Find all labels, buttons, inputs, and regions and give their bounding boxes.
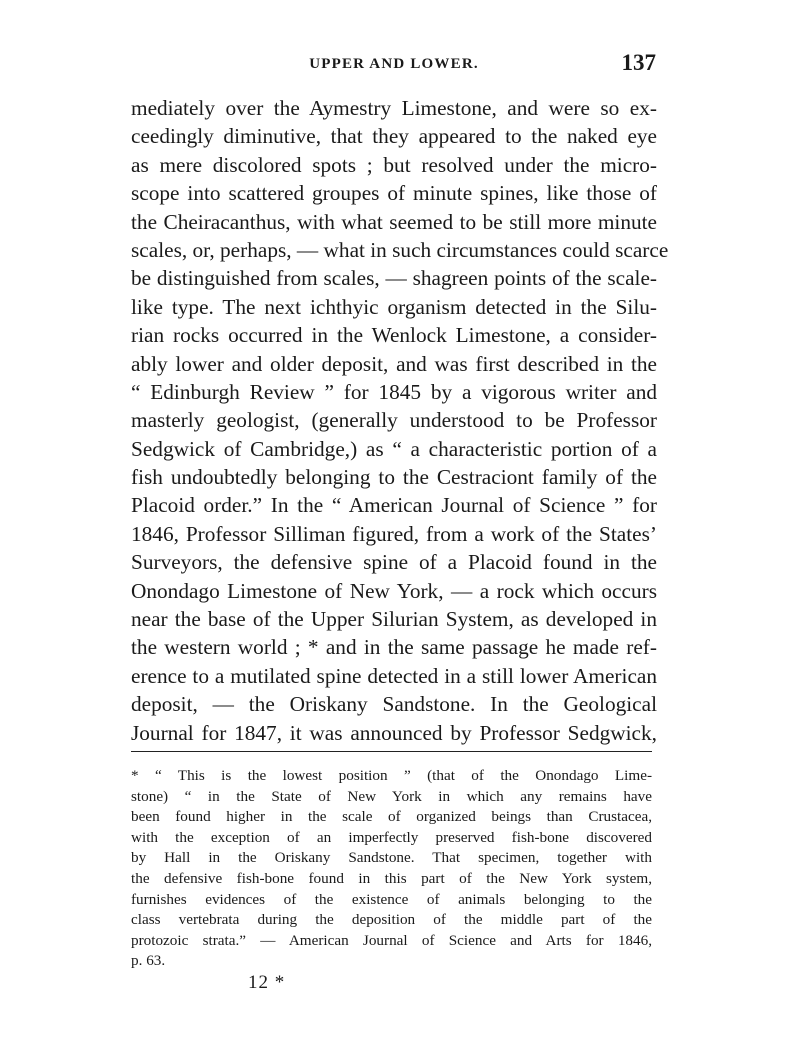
body-line: deposit, — the Oriskany Sandstone. In the Geological: [131, 692, 657, 717]
body-line: Onondago Limestone of New York, — a rock which occurs: [131, 578, 657, 603]
footnote-line: by Hall in the Oriskany Sandstone. That specimen, together with: [131, 849, 652, 867]
body-line: 1846, Professor Silliman figured, from a work of the States’: [131, 521, 657, 546]
body-line: masterly geologist, (generally understood to be Professor: [131, 408, 657, 433]
body-line: like type. The next ichthyic organism detected in the Silu-: [131, 294, 657, 319]
body-line: mediately over the Aymestry Limestone, and were so ex-: [131, 96, 657, 120]
body-line: the Cheiracanthus, with what seemed to be still more minute: [131, 209, 657, 234]
footnote-line: * “ This is the lowest position ” (that of the Onondago Lime-: [131, 767, 652, 784]
body-line: near the base of the Upper Silurian System, as developed in: [131, 607, 657, 632]
footnote-line: class vertebrata during the deposition of the middle part of the: [131, 911, 652, 929]
running-title: UPPER AND LOWER.: [309, 56, 479, 72]
body-line: “ Edinburgh Review ” for 1845 by a vigorous writer and: [131, 379, 657, 404]
footnote-line: protozoic strata.” — American Journal of Science and Arts for 1846,: [131, 931, 652, 949]
body-text: [131, 94, 669, 747]
body-line: Journal for 1847, it was announced by Professor Sedgwick,: [131, 720, 657, 745]
footnote: [131, 766, 652, 972]
body-line: erence to a mutilated spine detected in a still lower American: [131, 663, 657, 688]
footnote-line: been found higher in the scale of organized beings than Crustacea,: [131, 808, 652, 826]
body-line: be distinguished from scales, — shagreen points of the scale-: [131, 266, 657, 291]
body-line: ceedingly diminutive, that they appeared to the naked eye: [131, 124, 657, 149]
body-line: as mere discolored spots ; but resolved under the micro-: [131, 152, 657, 177]
body-line: Placoid order.” In the “ American Journal of Science ” for: [131, 493, 657, 518]
footnote-line: furnishes evidences of the existence of animals belonging to the: [131, 890, 652, 908]
signature-mark: 12 *: [248, 972, 286, 993]
footnote-line: the defensive fish-bone found in this part of the New York system,: [131, 869, 652, 887]
footnote-line: with the exception of an imperfectly preserved fish-bone discovered: [131, 828, 652, 846]
body-line: Sedgwick of Cambridge,) as “ a characteristic portion of a: [131, 436, 657, 461]
body-line: Surveyors, the defensive spine of a Placoid found in the: [131, 550, 657, 575]
body-line: rian rocks occurred in the Wenlock Limestone, a consider-: [131, 323, 657, 348]
footnote-line: stone) “ in the State of New York in which any remains have: [131, 787, 652, 805]
footnote-divider: [131, 751, 652, 752]
running-header: [130, 50, 658, 84]
footnote-line: p. 63.: [131, 952, 166, 970]
body-line: scope into scattered groupes of minute spines, like those of: [131, 181, 657, 206]
page-number: 137: [621, 50, 656, 75]
body-line: ably lower and older deposit, and was first described in the: [131, 351, 657, 376]
body-line: fish undoubtedly belonging to the Cestraciont family of the: [131, 465, 657, 490]
body-line: the western world ; * and in the same passage he made ref-: [131, 635, 657, 660]
body-line: scales, or, perhaps, — what in such circumstances could scarce: [131, 237, 669, 262]
